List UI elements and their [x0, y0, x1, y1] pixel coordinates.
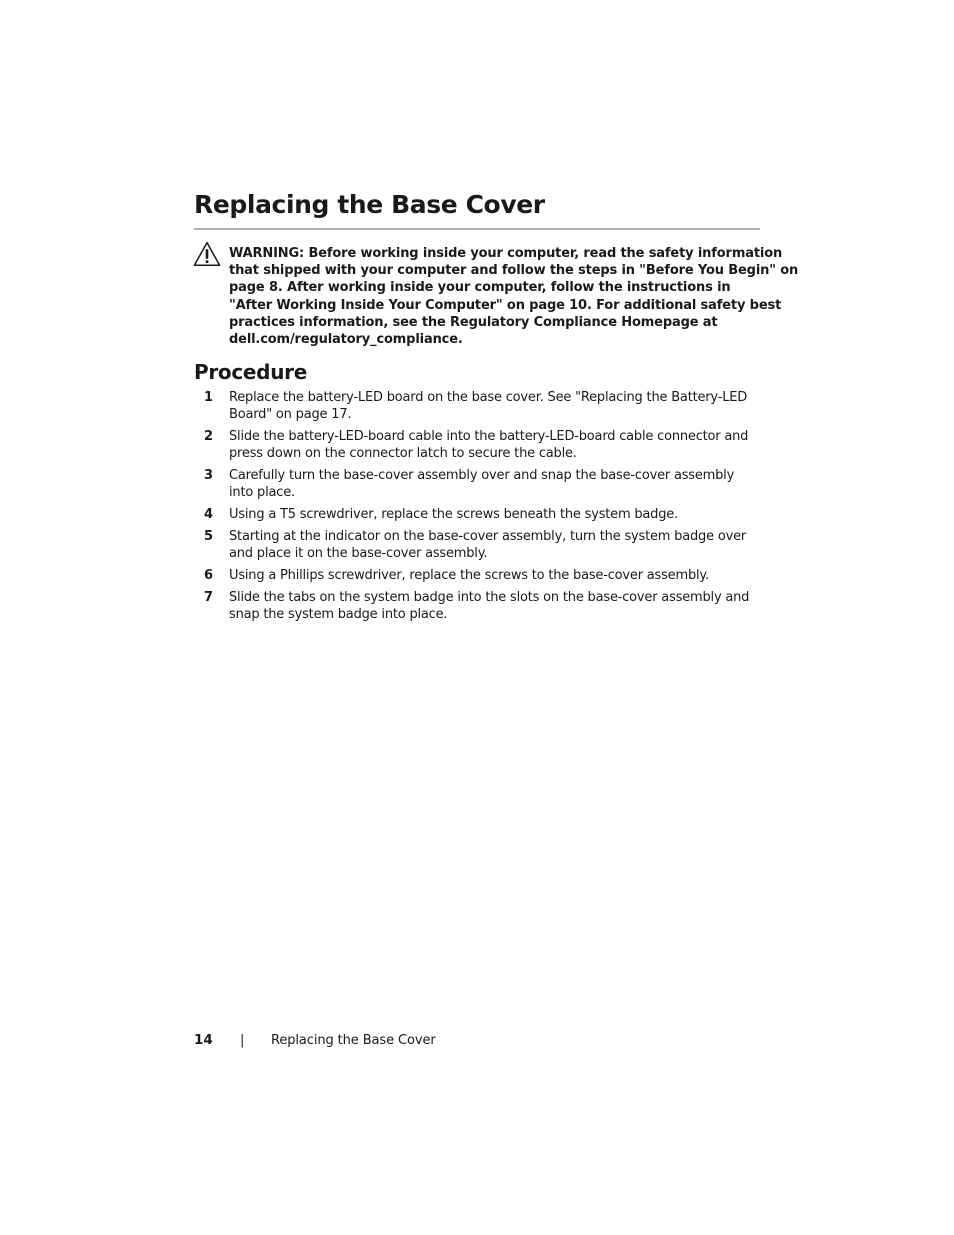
- step-number: 5: [204, 529, 213, 545]
- step-number: 4: [204, 507, 213, 523]
- step-text-line: Slide the tabs on the system badge into the slots on the base-cover assembly and: [229, 589, 750, 605]
- procedure-step-5: [194, 528, 774, 563]
- step-text-line: Replace the battery-LED board on the base cover. See "Replacing the Battery-LED: [229, 390, 748, 405]
- procedure-heading: Procedure: [194, 360, 307, 384]
- warning-link[interactable]: dell.com/regulatory_compliance.: [229, 332, 463, 348]
- warning-line: WARNING: Before working inside your computer, read the safety information: [229, 246, 783, 261]
- warning-message: [229, 245, 799, 348]
- step-number: 7: [204, 589, 213, 605]
- procedure-step-3: [194, 467, 774, 502]
- footer-separator: |: [240, 1033, 245, 1048]
- warning-line: page 8. After working inside your computer, follow the instructions in: [229, 280, 731, 296]
- procedure-step-4: [194, 506, 774, 523]
- step-text-line: Using a T5 screwdriver, replace the screws beneath the system badge.: [229, 507, 679, 523]
- procedure-step-7: [194, 589, 774, 624]
- warning-triangle-icon: [193, 241, 221, 267]
- step-text-line: Carefully turn the base-cover assembly over and snap the base-cover assembly: [229, 468, 735, 484]
- step-text-line: into place.: [229, 485, 295, 501]
- footer-chapter-title: Replacing the Base Cover: [271, 1033, 436, 1048]
- footer-page-number: 14: [194, 1032, 213, 1048]
- step-text-line: Board" on page 17.: [229, 407, 352, 423]
- title-divider: [194, 228, 760, 230]
- step-number: 6: [204, 568, 213, 584]
- warning-line: that shipped with your computer and follow the steps in "Before You Begin" on: [229, 263, 799, 279]
- step-text-line: Using a Phillips screwdriver, replace the screws to the base-cover assembly.: [229, 568, 709, 584]
- warning-line: practices information, see the Regulatory Compliance Homepage at: [229, 314, 718, 330]
- page-title: Replacing the Base Cover: [194, 190, 545, 219]
- step-number: 3: [204, 468, 213, 484]
- step-text-line: press down on the connector latch to secure the cable.: [229, 446, 577, 462]
- procedure-step-6: [194, 567, 774, 584]
- warning-line: "After Working Inside Your Computer" on page 10. For additional safety best: [229, 297, 782, 313]
- step-text-line: and place it on the base-cover assembly.: [229, 546, 488, 562]
- procedure-step-2: [194, 428, 774, 463]
- procedure-step-1: [194, 389, 774, 424]
- step-text-line: Slide the battery-LED-board cable into the battery-LED-board cable connector and: [229, 429, 749, 445]
- procedure-steps: [194, 389, 774, 628]
- step-text-line: Starting at the indicator on the base-cover assembly, turn the system badge over: [229, 529, 747, 545]
- step-number: 1: [204, 390, 213, 405]
- step-number: 2: [204, 429, 213, 445]
- step-text-line: snap the system badge into place.: [229, 607, 448, 623]
